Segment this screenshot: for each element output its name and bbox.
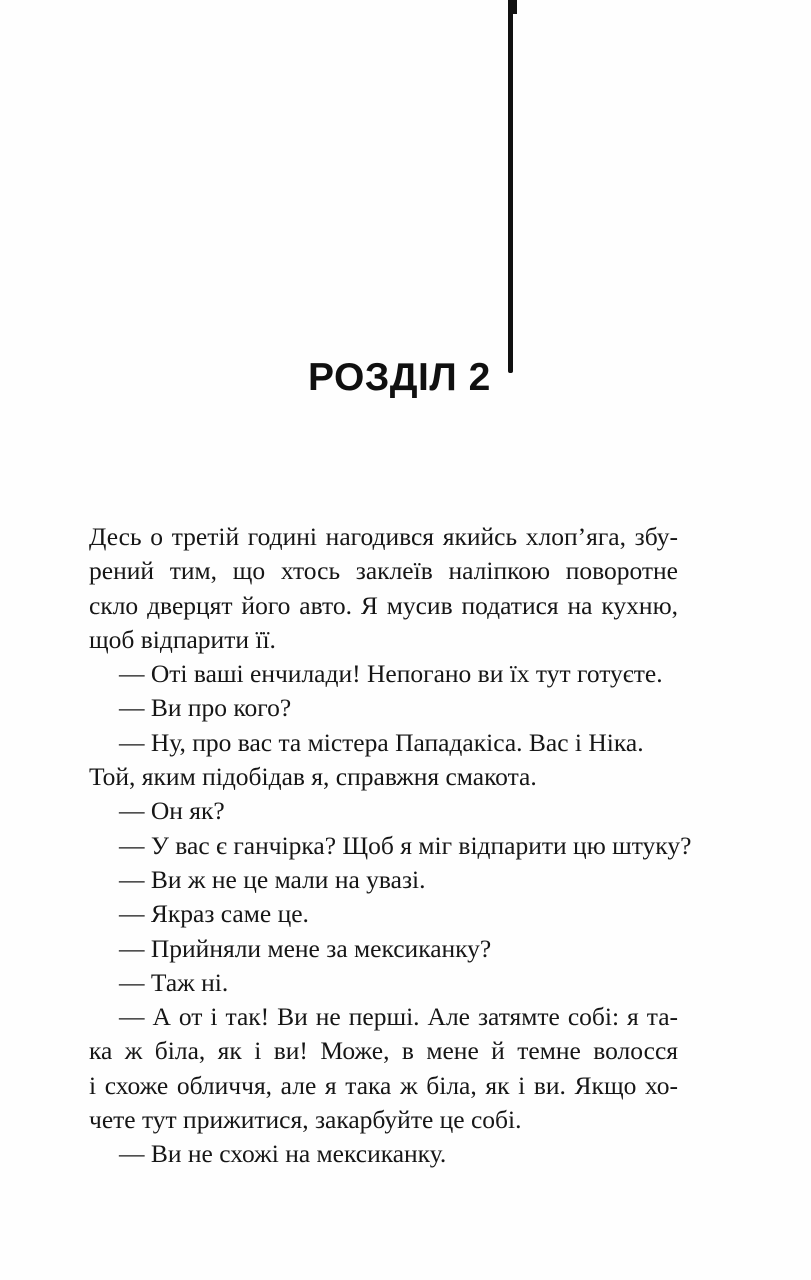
dialogue-line-4: — Он як?	[119, 796, 225, 826]
dialogue-line-3: — Ну, про вас та містера Пападакіса. Вас і Ніка.	[119, 727, 644, 757]
dialogue-line-9: — Таж ні.	[119, 967, 229, 997]
dialogue-line-10-continuation-3: чете тут прижитися, закарбуйте це собі.	[89, 1105, 522, 1135]
chapter-text	[89, 520, 692, 1172]
dialogue-line-11: — Ви не схожі на мексиканку.	[119, 1139, 447, 1169]
dialogue-line-8: — Прийняли мене за мексиканку?	[119, 933, 492, 963]
dialogue-line-10-continuation-1: ка ж біла, як і ви! Може, в мене й темне волосся	[89, 1036, 678, 1066]
text-line-2: рений тим, що хтось заклеїв наліпкою поворотне	[89, 556, 678, 586]
text-line-1: Десь о третій годині нагодився якийсь хлоп’яга, збу-	[89, 522, 678, 551]
dialogue-line-1: — Оті ваші енчилади! Непогано ви їх тут готуєте.	[119, 659, 663, 689]
dialogue-line-3-continuation: Той, яким підобідав я, справжня смакота.	[89, 762, 537, 792]
chapter-divider-line	[508, 0, 513, 373]
dialogue-line-2: — Ви про кого?	[119, 693, 292, 723]
chapter-title: РОЗДІЛ 2	[308, 356, 491, 399]
dialogue-line-5: — У вас є ганчірка? Щоб я міг відпарити цю штуку?	[119, 830, 692, 860]
dialogue-line-7: — Якраз саме це.	[119, 899, 309, 929]
dialogue-line-10: — А от і так! Ви не перші. Але затямте собі: я та-	[119, 1002, 678, 1032]
text-line-4: щоб відпарити її.	[89, 624, 276, 654]
dialogue-line-6: — Ви ж не це мали на увазі.	[119, 864, 426, 894]
text-line-3: скло дверцят його авто. Я мусив податися на кухню,	[89, 590, 678, 620]
dialogue-line-10-continuation-2: і схоже обличчя, але я така ж біла, як і ви. Якщо хо-	[89, 1070, 678, 1100]
chapter-divider-cap	[510, 0, 517, 14]
